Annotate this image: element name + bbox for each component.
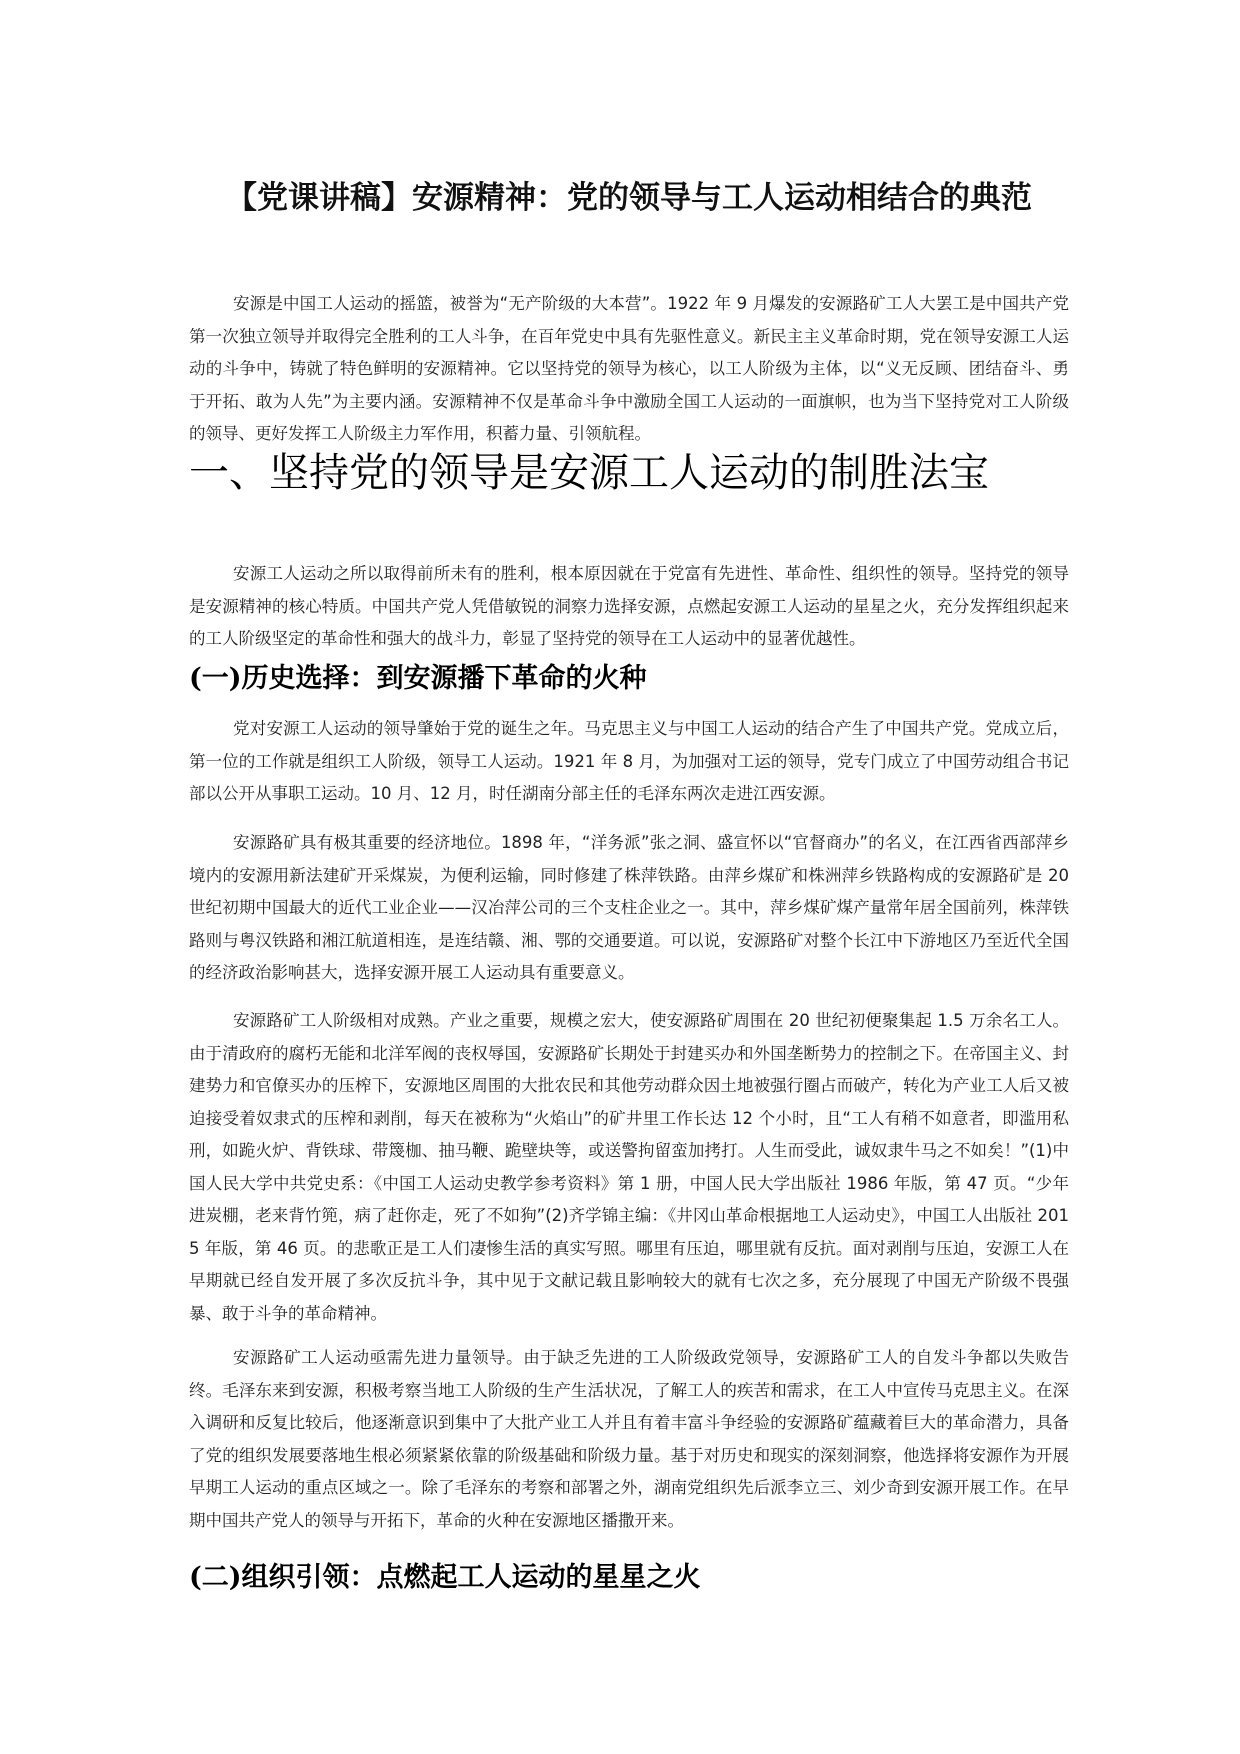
intro-block — [189, 288, 1069, 451]
subsection-1-p4-block — [189, 1342, 1069, 1537]
subsection-1-p1-block — [189, 713, 1069, 811]
section-1-paragraph: 安源工人运动之所以取得前所未有的胜利，根本原因就在于党富有先进性、革命性、组织性的领导。坚持党的领导是安源精神的核心特质。中国共产党人凭借敏锐的洞察力选择安源，点燃起安源工人运动的星星之火，充分发挥组织起来的工人阶级坚定的革命性和强大的战斗力，彰显了坚持党的领导在工人运动中的显著优越性。 — [189, 564, 1069, 648]
subsection-1-heading: (一)历史选择：到安源播下革命的火种 — [189, 663, 647, 694]
subsection-1 — [189, 659, 1069, 699]
document-title: 【党课讲稿】安源精神：党的领导与工人运动相结合的典范 — [226, 180, 1032, 216]
subsection-1-paragraph-2: 安源路矿具有极其重要的经济地位。1898 年，“洋务派”张之洞、盛宣怀以“官督商办”的名义，在江西省西部萍乡境内的安源用新法建矿开采煤炭，为便利运输，同时修建了株萍铁路。由萍乡煤矿和株洲萍乡铁路构成的安源路矿是 20 世纪初期中国最大的近代工业企业——汉冶萍公司的三个支柱企业之一。其中，萍乡煤矿煤产量常年居全国前列，株萍铁路则与粤汉铁路和湘江航道相连，是连结赣、湘、鄂的交通要道。可以说，安源路矿对整个长江中下游地区乃至近代全国的经济政治影响甚大，选择安源开展工人运动具有重要意义。 — [189, 833, 1069, 982]
subsection-2-heading: (二)组织引领：点燃起工人运动的星星之火 — [189, 1562, 701, 1593]
subsection-1-paragraph-4: 安源路矿工人运动亟需先进力量领导。由于缺乏先进的工人阶级政党领导，安源路矿工人的自发斗争都以失败告终。毛泽东来到安源，积极考察当地工人阶级的生产生活状况，了解工人的疾苦和需求，在工人中宣传马克思主义。在深入调研和反复比较后，他逐渐意识到集中了大批产业工人并且有着丰富斗争经验的安源路矿蕴藏着巨大的革命潜力，具备了党的组织发展要落地生根必须紧紧依靠的阶级基础和阶级力量。基于对历史和现实的深刻洞察，他选择将安源作为开展早期工人运动的重点区域之一。除了毛泽东的考察和部署之外，湖南党组织先后派李立三、刘少奇到安源开展工作。在早期中国共产党人的领导与开拓下，革命的火种在安源地区播撒开来。 — [189, 1348, 1069, 1530]
subsection-1-p2-block — [189, 827, 1069, 990]
subsection-1-p3-block — [189, 1005, 1069, 1330]
subsection-1-paragraph-3: 安源路矿工人阶级相对成熟。产业之重要，规模之宏大，使安源路矿周围在 20 世纪初便聚集起 1.5 万余名工人。由于清政府的腐朽无能和北洋军阀的丧权辱国，安源路矿长期处于封建买办和外国垄断势力的控制之下。在帝国主义、封建势力和官僚买办的压榨下，安源地区周围的大批农民和其他劳动群众因土地被强行圈占而破产，转化为产业工人后又被迫接受着奴隶式的压榨和剥削，每天在被称为“火焰山”的矿井里工作长达 12 个小时，且“工人有稍不如意者，即滥用私刑，如跪火炉、背铁球、带篾枷、抽马鞭、跪壁块等，或送警拘留蛮加拷打。人生而受此，诚奴隶牛马之不如矣！”(1)中国人民大学中共党史系：《中国工人运动史教学参考资料》第 1 册，中国人民大学出版社 1986 年版，第 47 页。“少年进炭棚，老来背竹篼，病了赶你走，死了不如狗”(2)齐学锦主编：《井冈山革命根据地工人运动史》，中国工人出版社 2015 年版，第 46 页。的悲歌正是工人们凄惨生活的真实写照。哪里有压迫，哪里就有反抗。面对剥削与压迫，安源工人在早期就已经自发开展了多次反抗斗争，其中见于文献记载且影响较大的就有七次之多，充分展现了中国无产阶级不畏强暴、敢于斗争的革命精神。 — [189, 1011, 1069, 1323]
intro-paragraph: 安源是中国工人运动的摇篮，被誉为“无产阶级的大本营”。1922 年 9 月爆发的安源路矿工人大罢工是中国共产党第一次独立领导并取得完全胜利的工人斗争，在百年党史中具有先驱性意义。新民主主义革命时期，党在领导安源工人运动的斗争中，铸就了特色鲜明的安源精神。它以坚持党的领导为核心，以工人阶级为主体，以“义无反顾、团结奋斗、勇于开拓、敢为人先”为主要内涵。安源精神不仅是革命斗争中激励全国工人运动的一面旗帜，也为当下坚持党对工人阶级的领导、更好发挥工人阶级主力军作用，积蓄力量、引领航程。 — [189, 294, 1069, 443]
subsection-2 — [189, 1558, 1069, 1598]
section-1-body — [189, 558, 1069, 656]
section-1 — [189, 446, 1069, 500]
section-1-heading: 一、坚持党的领导是安源工人运动的制胜法宝 — [189, 450, 989, 496]
subsection-1-paragraph-1: 党对安源工人运动的领导肇始于党的诞生之年。马克思主义与中国工人运动的结合产生了中国共产党。党成立后，第一位的工作就是组织工人阶级，领导工人运动。1921 年 8 月，为加强对工运的领导，党专门成立了中国劳动组合书记部以公开从事职工运动。10 月、12 月，时任湖南分部主任的毛泽东两次走进江西安源。 — [189, 719, 1069, 803]
